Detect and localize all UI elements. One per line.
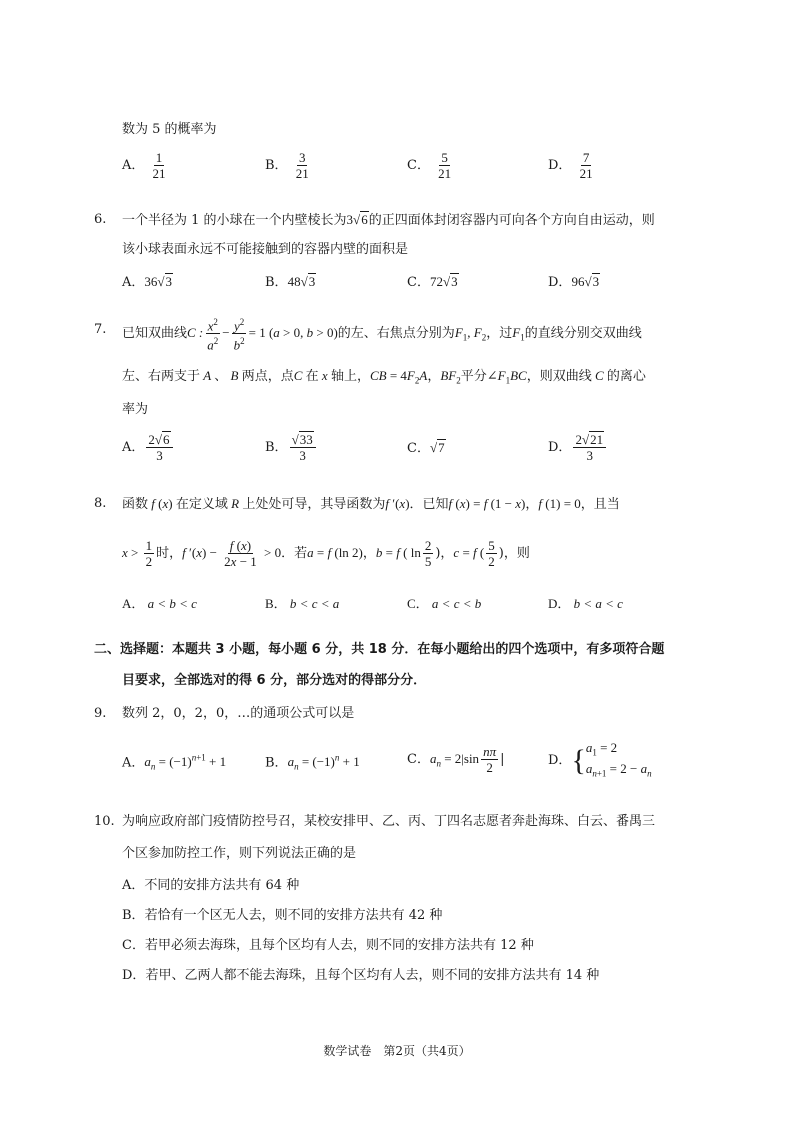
q8-option-b: B． b < c < a (265, 596, 340, 611)
q10-number: 10. (94, 814, 115, 829)
q7-option-b: B． $\frac{√33}{3}$ (265, 432, 318, 463)
q8-line2: x > $\frac{1}{2}$ 时，f ′(x) − $\frac{f (x)}{2x - 1}$ > 0．若a = f (ln 2)，b = f ( ln $\frac{2}{5}$ )，c = f ( $\frac{5}{2}$ )，则 (122, 538, 530, 569)
q6-option-d: D．96√3 (548, 274, 600, 290)
q5-option-d: D． $\frac{7}{21}$ (548, 150, 593, 181)
q6-line2: 该小球表面永远不可能接触到的容器内壁的面积是 (122, 242, 409, 257)
q10-option-c: C．若甲必须去海珠，且每个区均有人去，则不同的安排方法共有 12 种 (122, 938, 534, 953)
q5-option-b: B． $\frac{3}{21}$ (265, 150, 309, 181)
q9-text: 数列 2，0，2，0，…的通项公式可以是 (122, 706, 355, 721)
q8-line1: 函数 f (x) 在定义域 R 上处处可导，其导函数为f ′(x)．已知f (x) = f (1 − x)，f (1) = 0，且当 (122, 496, 620, 512)
q6-number: 6. (94, 212, 107, 227)
q9-number: 9. (94, 706, 107, 721)
q6-option-b: B．48√3 (265, 274, 316, 290)
q10-option-d: D．若甲、乙两人都不能去海珠，且每个区均有人去，则不同的安排方法共有 14 种 (122, 968, 600, 983)
q8-option-a: A． a < b < c (122, 596, 197, 611)
q6-option-c: C．72√3 (407, 274, 458, 290)
q10-option-b: B．若恰有一个区无人去，则不同的安排方法共有 42 种 (122, 908, 443, 923)
q9-option-c: C．$a_n = 2|\sin$ $\frac{n\pi}{2}$ | (407, 744, 505, 775)
q6-line1: 一个半径为 1 的小球在一个内壁棱长为3√6的正四面体封闭容器内可向各个方向自由运动，则 (122, 212, 655, 228)
q8-number: 8. (94, 496, 107, 511)
q5-continued-text: 数为 5 的概率为 (122, 122, 217, 137)
q7-line1: 已知双曲线C : $\frac{x^2}{a^2}$ − $\frac{y^2}{b^2}$ = 1 (a > 0, b > 0)的左、右焦点分别为$F_1$, $F_2$，过$F_1$的直线分别交双曲线 (122, 317, 642, 353)
q7-line2: 左、右两支于 A 、 B 两点，点C 在 x 轴上，CB = $4F_2A$，$BF_2$平分$\angle F_1BC$，则双曲线 C 的离心 (122, 368, 646, 386)
q9-option-d: D．{ $a_1 = 2$ $a_{n+1} = 2 - a_n$ (548, 740, 652, 779)
q7-option-c: C．√7 (407, 440, 445, 456)
q9-option-b: B．$a_n = (-1)^n + 1$ (265, 753, 360, 772)
q7-number: 7. (94, 322, 107, 337)
section2-heading-line1: 二、选择题：本题共 3 小题，每小题 6 分，共 18 分．在每小题给出的四个选项中，有多项符合题 (94, 642, 665, 657)
q5-option-c: C． $\frac{5}{21}$ (407, 150, 452, 181)
section2-heading-line2: 目要求，全部选对的得 6 分，部分选对的得部分分． (122, 673, 427, 688)
q10-option-a: A．不同的安排方法共有 64 种 (122, 878, 300, 893)
q7-option-d: D． $\frac{2√21}{3}$ (548, 432, 608, 463)
q6-option-a: A．36√3 (122, 274, 173, 290)
q7-option-a: A． $\frac{2√6}{3}$ (122, 432, 175, 463)
q9-option-a: A．$a_n = (-1)^{n+1} + 1$ (122, 753, 227, 772)
q10-line1: 为响应政府部门疫情防控号召，某校安排甲、乙、丙、丁四名志愿者奔赴海珠、白云、番禺三 (122, 814, 656, 829)
q7-line3: 率为 (122, 402, 149, 417)
q8-option-d: D． b < a < c (548, 596, 623, 611)
q7-hyperbola-eq: C : $\frac{x^2}{a^2}$ − $\frac{y^2}{b^2}$ = 1 (a > 0, b > 0) (187, 317, 338, 353)
q8-option-c: C． a < c < b (407, 596, 482, 611)
page-footer: 数学试卷 第2页（共4页） (323, 1044, 471, 1058)
q5-option-a: A． $\frac{1}{21}$ (122, 150, 166, 181)
q10-line2: 个区参加防控工作，则下列说法正确的是 (122, 846, 357, 861)
